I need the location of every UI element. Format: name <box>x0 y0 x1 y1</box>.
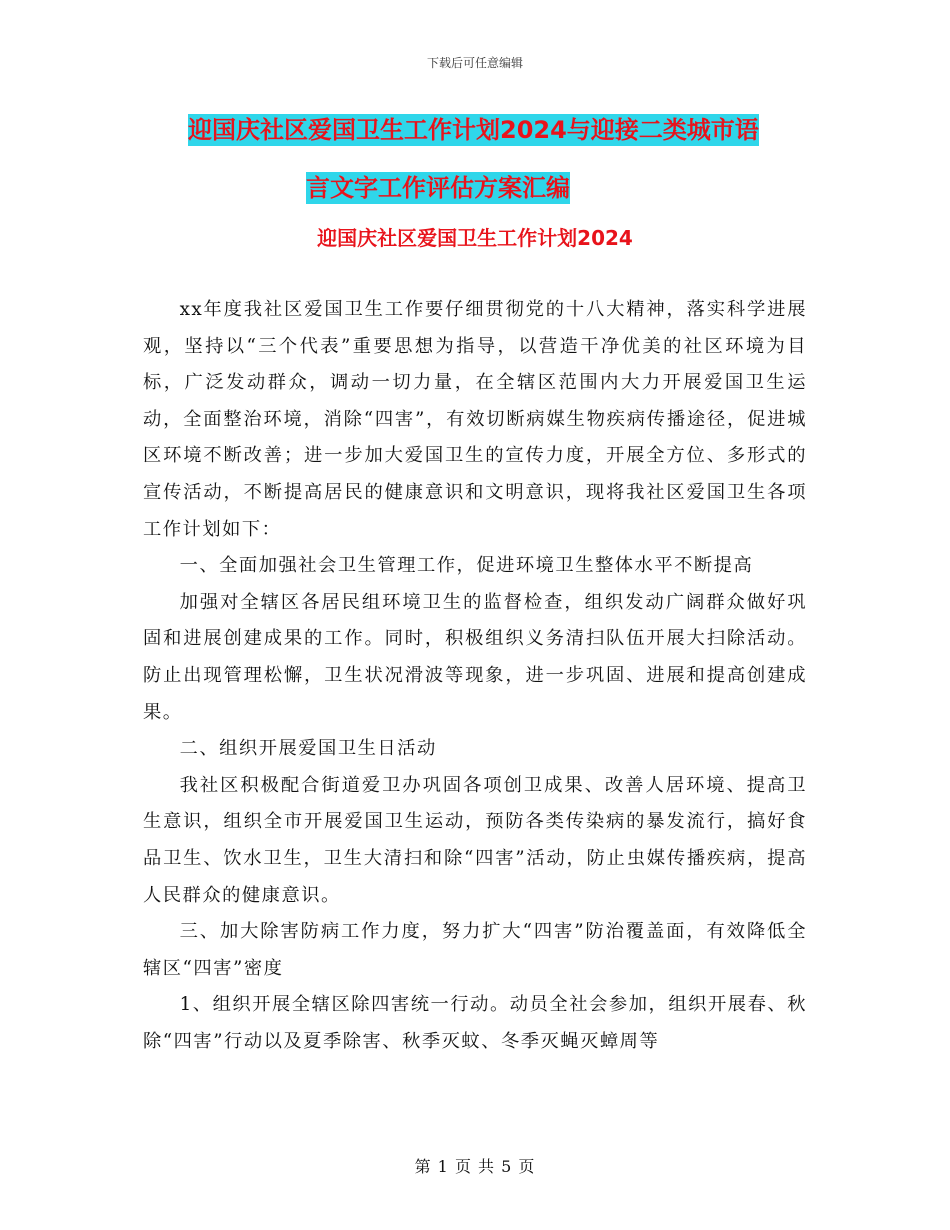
paragraph: 二、组织开展爱国卫生日活动 <box>179 738 437 760</box>
document-title <box>188 112 828 228</box>
paragraph: 加强对全辖区各居民组环境卫生的监督检查，组织发动广阔群众做好巩固和进展创建成果的工作。同时，积极组织义务清扫队伍开展大扫除活动。防止出现管理松懈，卫生状况滑波等现象，进一步巩固、进展和提高创建成果。 <box>143 591 807 723</box>
paragraph: 三、加大除害防病工作力度，努力扩大“四害”防治覆盖面，有效降低全辖区“四害”密度 <box>143 921 807 979</box>
document-body <box>143 292 807 1060</box>
title-line-1: 迎国庆社区爱国卫生工作计划2024与迎接二类城市语 <box>188 116 759 144</box>
header-note: 下载后可任意编辑 <box>426 56 523 70</box>
paragraph: xx年度我社区爱国卫生工作要仔细贯彻党的十八大精神，落实科学进展观，坚持以“三个代表”重要思想为指导，以营造干净优美的社区环境为目标，广泛发动群众，调动一切力量，在全辖区范围内大力开展爱国卫生运动，全面整治环境，消除“四害”，有效切断病媒生物疾病传播途径，促进城区环境不断改善；进一步加大爱国卫生的宣传力度，开展全方位、多形式的宣传活动，不断提高居民的健康意识和文明意识，现将我社区爱国卫生各项工作计划如下： <box>143 299 807 540</box>
page-number-footer: 第 1 页 共 5 页 <box>414 1157 536 1176</box>
paragraph: 1、组织开展全辖区除四害统一行动。动员全社会参加，组织开展春、秋除“四害”行动以及夏季除害、秋季灭蚊、冬季灭蝇灭蟑周等 <box>143 994 807 1052</box>
section-title: 迎国庆社区爱国卫生工作计划2024 <box>317 226 633 250</box>
paragraph: 我社区积极配合街道爱卫办巩固各项创卫成果、改善人居环境、提高卫生意识，组织全市开展爱国卫生运动，预防各类传染病的暴发流行，搞好食品卫生、饮水卫生，卫生大清扫和除“四害”活动，防止虫媒传播疾病，提高人民群众的健康意识。 <box>143 774 807 906</box>
title-line-2: 言文字工作评估方案汇编 <box>306 174 570 202</box>
paragraph: 一、全面加强社会卫生管理工作，促进环境卫生整体水平不断提高 <box>179 555 754 577</box>
